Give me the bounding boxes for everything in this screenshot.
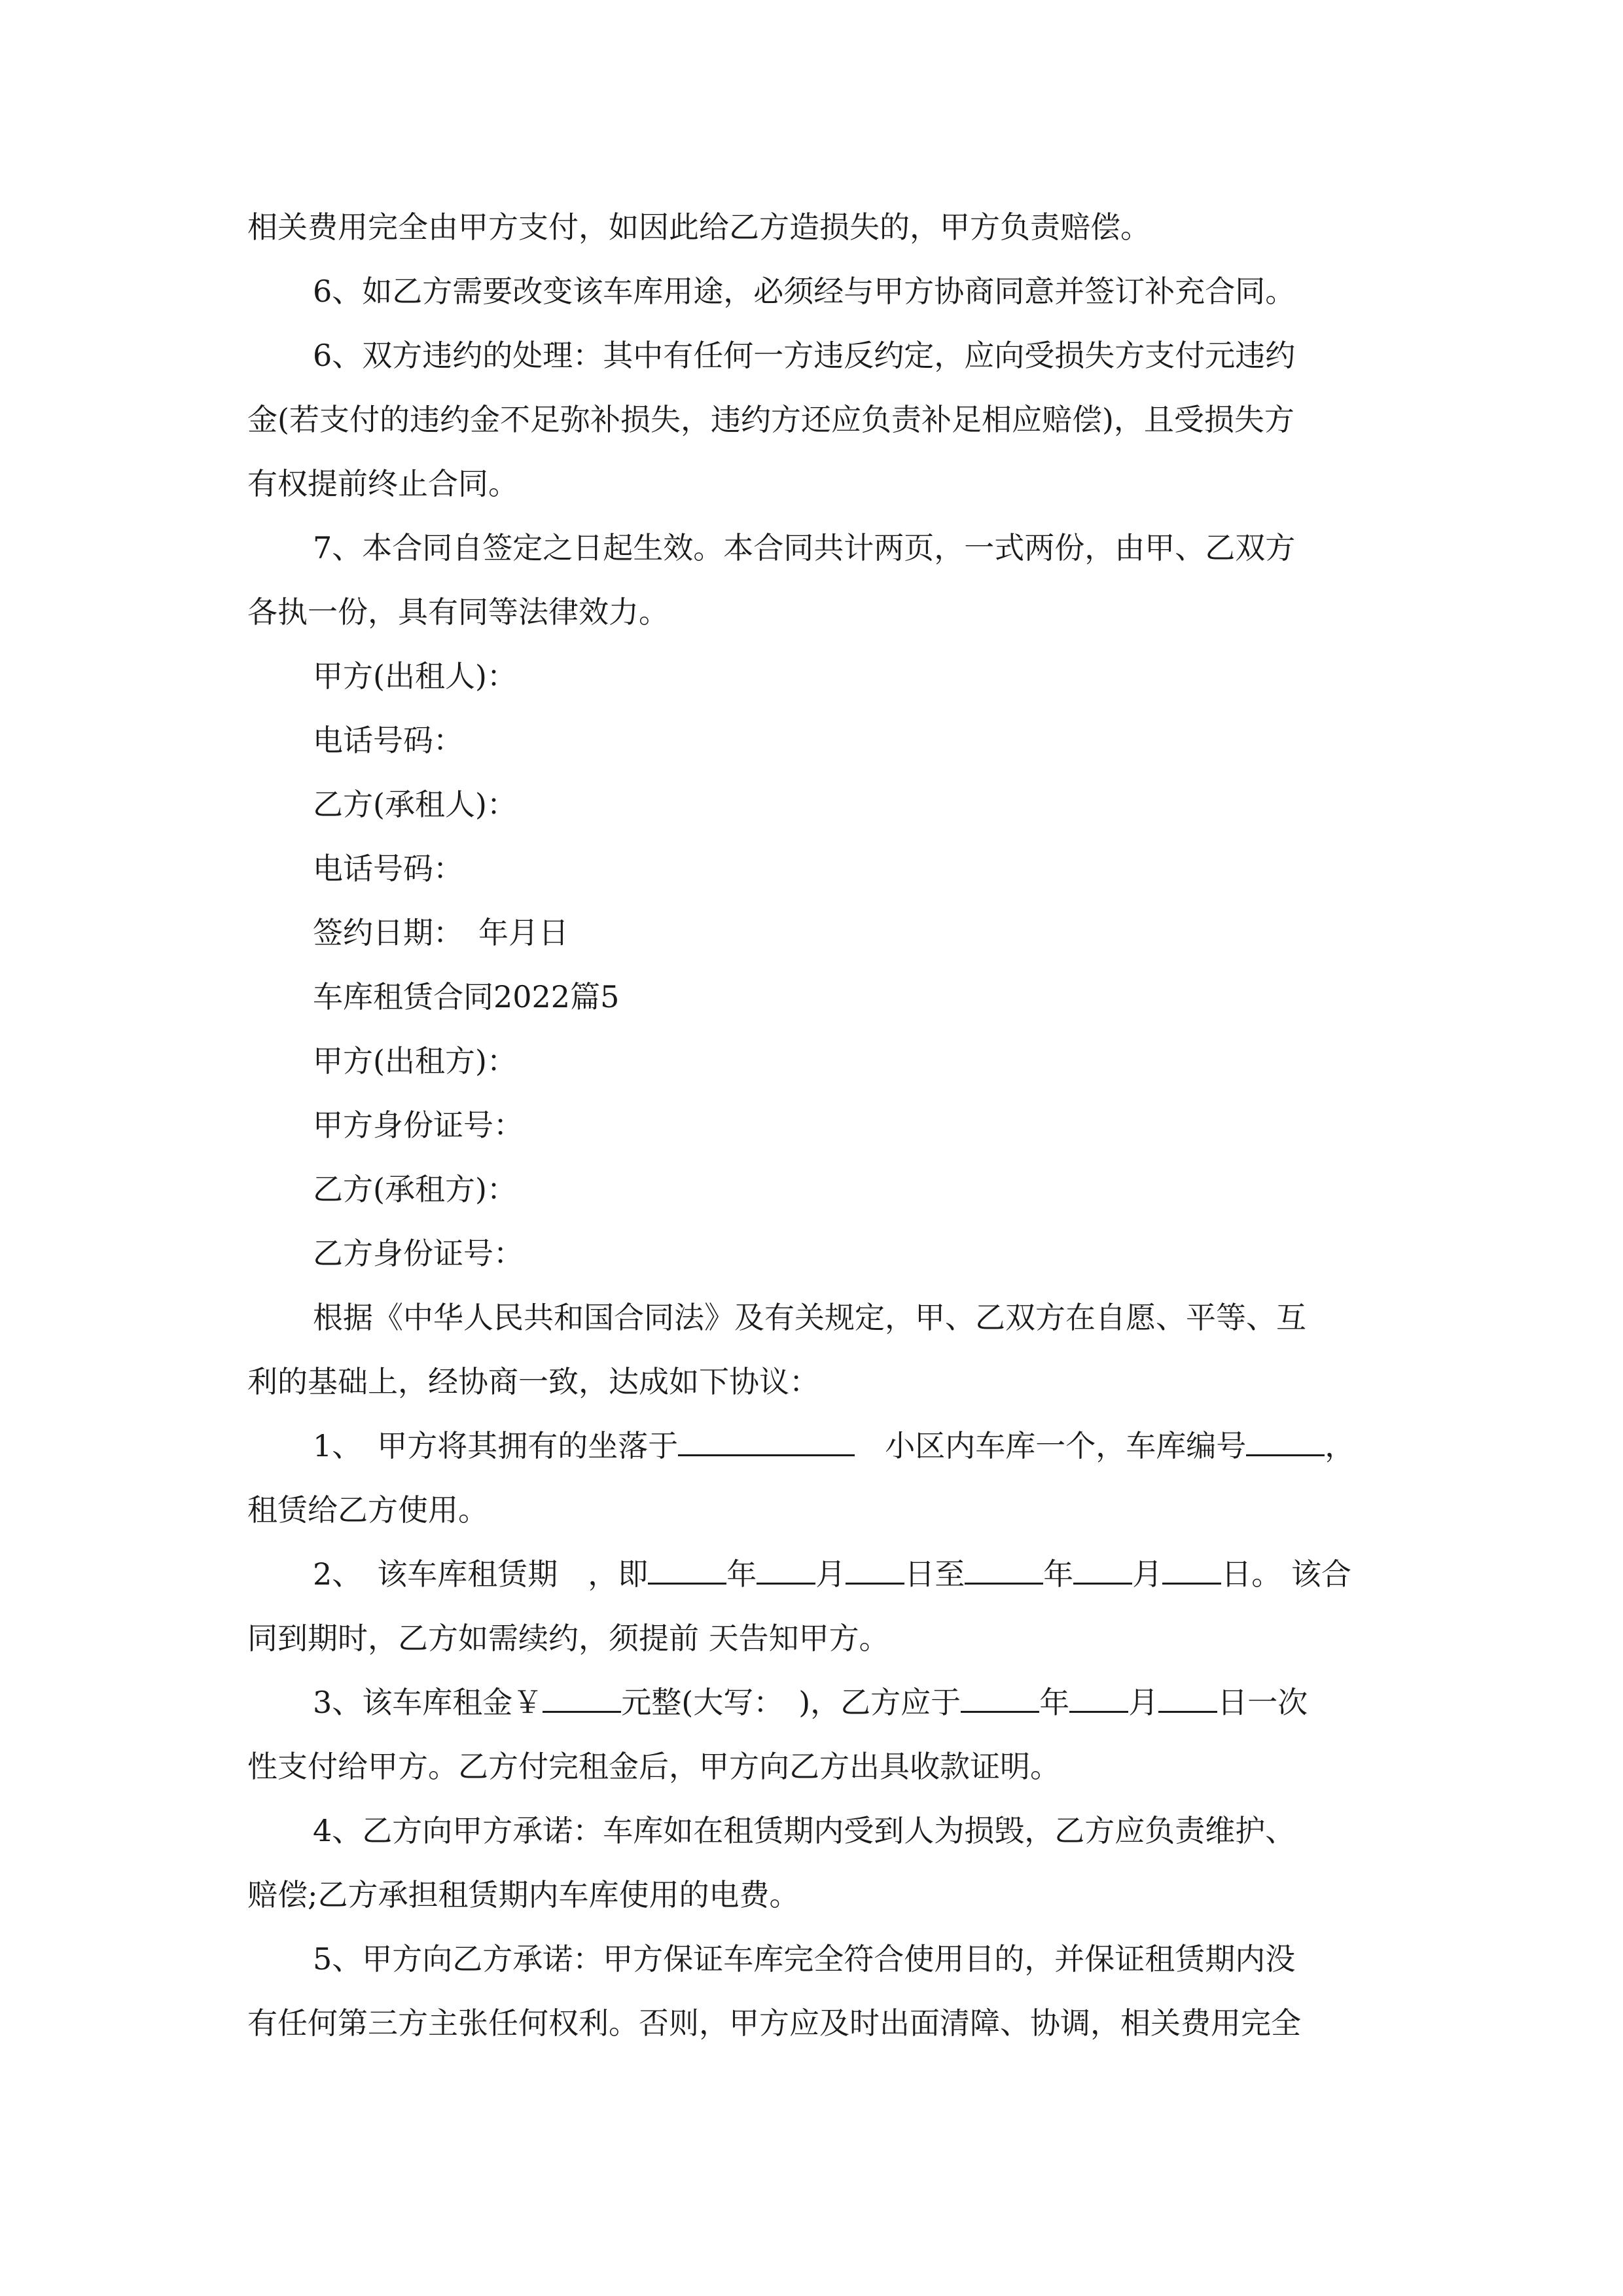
clause-text: 年 bbox=[1039, 1685, 1070, 1720]
clause-5-cont: 有任何第三方主张任何权利。否则，甲方应及时出面清障、协调，相关费用完全 bbox=[247, 2005, 1301, 2041]
signing-date-label: 签约日期： 年月日 bbox=[313, 915, 569, 950]
fill-blank bbox=[965, 1556, 1043, 1585]
lessor-label: 甲方(出租方)： bbox=[313, 1043, 517, 1079]
lessor-id-label: 甲方身份证号： bbox=[313, 1107, 524, 1143]
preamble-line: 根据《中华人民共和国合同法》及有关规定，甲、乙双方在自愿、平等、互 bbox=[313, 1300, 1306, 1335]
clause-text: 月 bbox=[1132, 1556, 1163, 1592]
party-b-phone-label: 电话号码： bbox=[313, 851, 463, 886]
lessee-label: 乙方(承租方)： bbox=[313, 1172, 517, 1207]
fill-blank bbox=[678, 1428, 855, 1456]
clause-text: 小区内车库一个，车库编号 bbox=[855, 1428, 1247, 1463]
clause-text: 年 bbox=[1043, 1556, 1074, 1592]
clause-2-cont: 同到期时，乙方如需续约，须提前 天告知甲方。 bbox=[247, 1621, 889, 1656]
clause-text: 日。 该合 bbox=[1221, 1556, 1351, 1592]
fill-blank bbox=[1158, 1685, 1217, 1713]
clause-3-cont: 性支付给甲方。乙方付完租金后，甲方向乙方出具收款证明。 bbox=[247, 1749, 1060, 1784]
clause-1-cont: 租赁给乙方使用。 bbox=[247, 1492, 488, 1528]
clause-4: 4、乙方向甲方承诺：车库如在租赁期内受到人为损毁，乙方应负责维护、 bbox=[313, 1813, 1296, 1848]
clause-text: 日至 bbox=[904, 1556, 965, 1592]
clause-text: 月 bbox=[815, 1556, 846, 1592]
fill-blank bbox=[1069, 1685, 1128, 1713]
text-line: 6、双方违约的处理：其中有任何一方违反约定，应向受损失方支付元违约 bbox=[313, 338, 1296, 373]
document-page bbox=[247, 195, 1378, 2055]
fill-blank bbox=[1162, 1556, 1221, 1585]
fill-blank bbox=[961, 1685, 1039, 1713]
text-line: 有权提前终止合同。 bbox=[247, 466, 518, 501]
clause-text: 2、 该车库租赁期 ，即 bbox=[313, 1556, 649, 1592]
clause-text: 元整(大写： )，乙方应于 bbox=[621, 1685, 961, 1720]
fill-blank bbox=[1073, 1556, 1132, 1585]
clause-text: 3、该车库租金￥ bbox=[313, 1685, 543, 1720]
text-line: 6、如乙方需要改变该车库用途，必须经与甲方协商同意并签订补充合同。 bbox=[313, 274, 1296, 309]
clause-text: 月 bbox=[1128, 1685, 1159, 1720]
clause-1 bbox=[247, 1414, 1378, 1478]
clause-2 bbox=[247, 1542, 1378, 1606]
clause-4-cont: 赔偿;乙方承担租赁期内车库使用的电费。 bbox=[247, 1877, 800, 1912]
section-title: 车库租赁合同2022篇5 bbox=[313, 979, 620, 1014]
clause-text: 日一次 bbox=[1217, 1685, 1308, 1720]
clause-5: 5、甲方向乙方承诺：甲方保证车库完全符合使用目的，并保证租赁期内没 bbox=[313, 1941, 1296, 1977]
lessee-id-label: 乙方身份证号： bbox=[313, 1236, 524, 1271]
text-line: 相关费用完全由甲方支付，如因此给乙方造损失的，甲方负责赔偿。 bbox=[247, 209, 1150, 245]
party-a-label: 甲方(出租人)： bbox=[313, 658, 517, 694]
party-a-phone-label: 电话号码： bbox=[313, 723, 463, 758]
clause-text: 1、 甲方将其拥有的坐落于 bbox=[313, 1428, 679, 1463]
clause-text: ， bbox=[1325, 1428, 1355, 1463]
text-line: 7、本合同自签定之日起生效。本合同共计两页，一式两份，由甲、乙双方 bbox=[313, 530, 1296, 565]
clause-text: 年 bbox=[726, 1556, 757, 1592]
text-line: 各执一份，具有同等法律效力。 bbox=[247, 594, 669, 630]
fill-blank bbox=[648, 1556, 726, 1585]
preamble-line: 利的基础上，经协商一致，达成如下协议： bbox=[247, 1364, 819, 1399]
fill-blank bbox=[1246, 1428, 1325, 1456]
fill-blank bbox=[757, 1556, 815, 1585]
fill-blank bbox=[543, 1685, 621, 1713]
fill-blank bbox=[846, 1556, 904, 1585]
party-b-label: 乙方(承租人)： bbox=[313, 787, 517, 822]
clause-3 bbox=[247, 1670, 1378, 1734]
text-line: 金(若支付的违约金不足弥补损失，违约方还应负责补足相应赔偿)，且受损失方 bbox=[247, 402, 1294, 437]
